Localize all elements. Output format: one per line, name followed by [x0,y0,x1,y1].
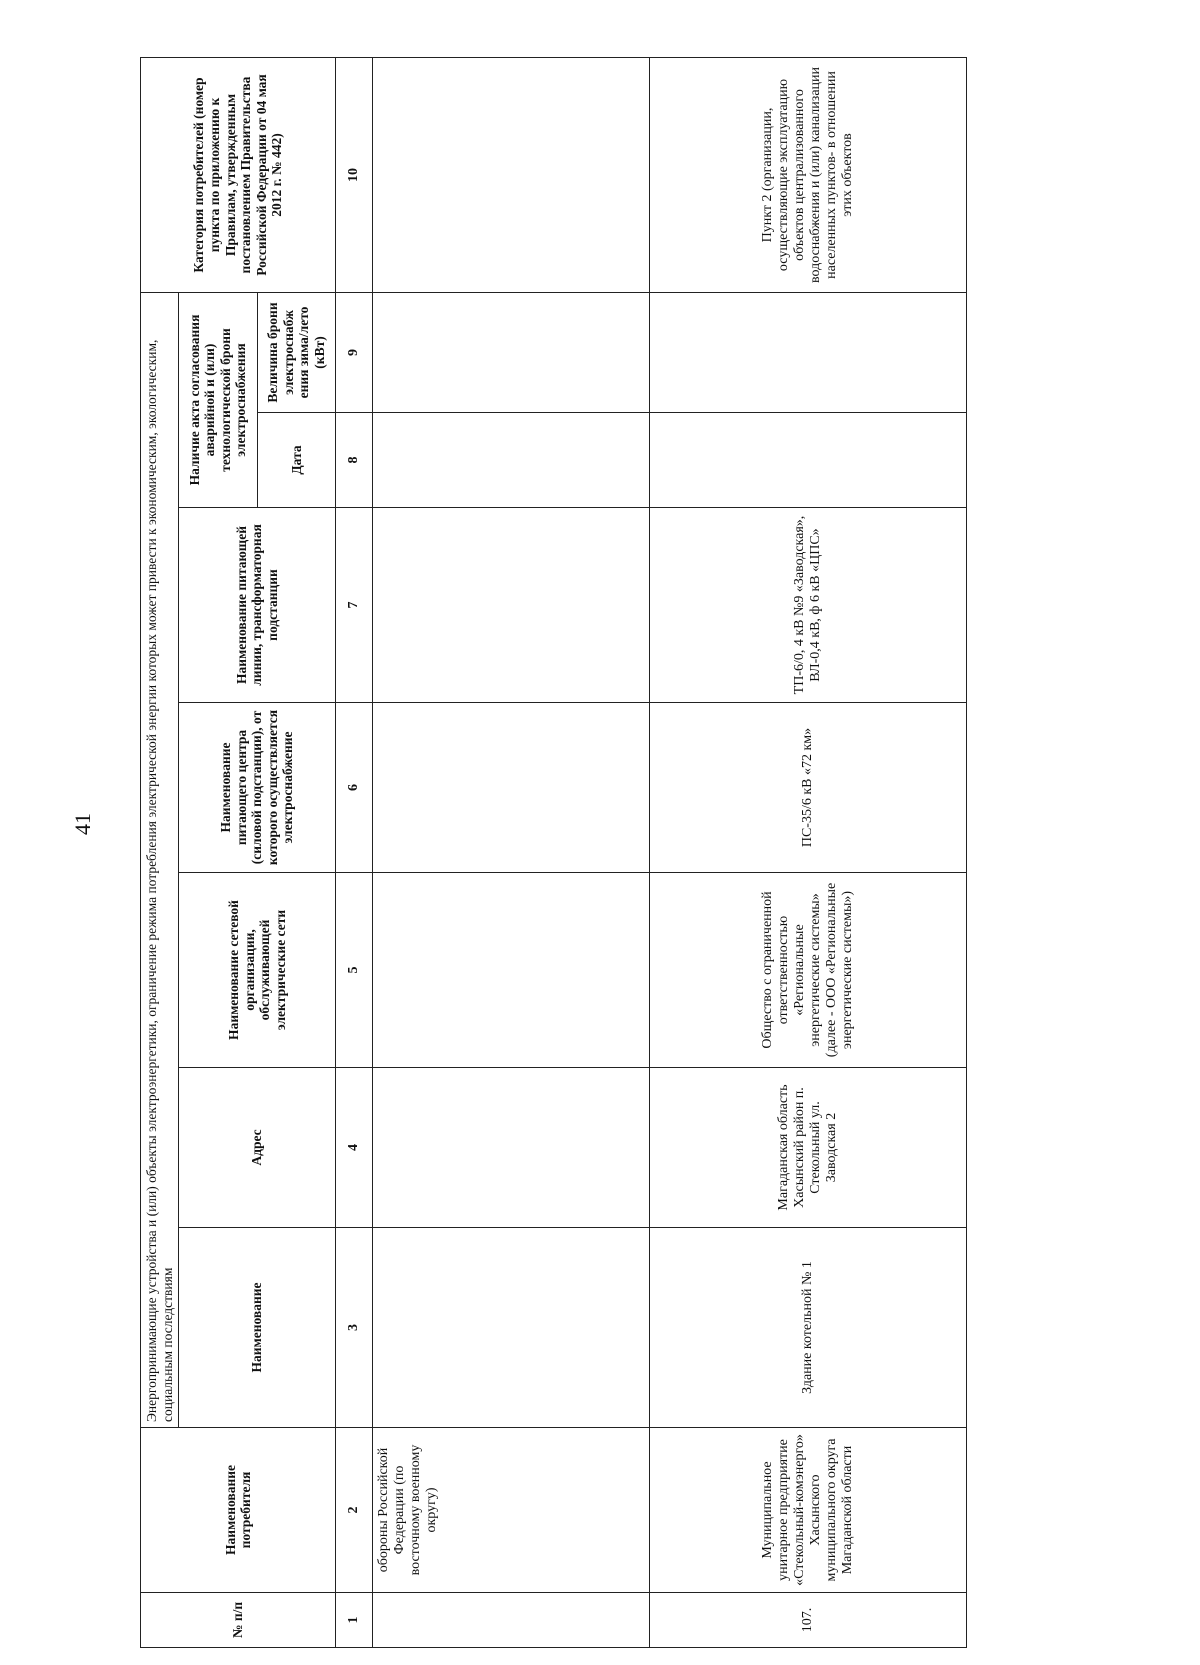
index-cell: 4 [336,1068,373,1228]
rotated-table-sheet [140,58,1060,1648]
cell-address [373,1068,650,1228]
cell-power-center [373,703,650,873]
consumers-table [140,57,967,1648]
page-number: 41 [70,813,95,835]
header-act-group: Наличие акта согласования аварийной и (или) технологической брони электроснабжения [179,293,258,508]
cell-name [373,1228,650,1428]
table-row [373,58,650,1648]
header-consumer: Наименование потребителя [141,1428,336,1593]
header-name: Наименование [179,1228,336,1428]
cell-category: Пункт 2 (организации, осуществляющие эксплуатацию объектов централизованного водоснабжения и (или) канализации населенных пунктов- в отношении этих объектов [650,58,967,293]
cell-power-center: ПС-35/6 кВ «72 км» [650,703,967,873]
cell-network-org [373,873,650,1068]
cell-date [650,413,967,508]
cell-num: 107. [650,1593,967,1648]
index-cell: 2 [336,1428,373,1593]
cell-consumer: обороны Российской Федерации (по восточному военному округу) [373,1428,650,1593]
cell-reserve [373,293,650,413]
index-cell: 10 [336,58,373,293]
header-category: Категория потребителей (номер пункта по приложению к Правилам, утвержденным постановлением Правительства Российской Федерации от 04 мая 2012 г. № 442) [141,58,336,293]
cell-name: Здание котельной № 1 [650,1228,967,1428]
header-date: Дата [257,413,336,508]
index-cell: 7 [336,508,373,703]
index-row [336,58,373,1648]
table-row [650,58,967,1648]
index-cell: 9 [336,293,373,413]
cell-feeder: ТП-6/0, 4 кВ №9 «Заводская», ВЛ-0,4 кВ, ф 6 кВ «ЦПС» [650,508,967,703]
header-num: № п/п [141,1593,336,1648]
header-network-org: Наименование сетевой организации, обслуживающей электрические сети [179,873,336,1068]
cell-category [373,58,650,293]
cell-consumer: Муниципальное унитарное предприятие «Стекольный-комэнерго» Хасынского муниципального округа Магаданской области [650,1428,967,1593]
index-cell: 3 [336,1228,373,1428]
header-group: Энергопринимающие устройства и (или) объекты электроэнергетики, ограничение режима потребления электрической энергии которых может привести к экономическим, экологическим, социальным последствиям [141,293,179,1428]
index-cell: 5 [336,873,373,1068]
cell-feeder [373,508,650,703]
header-feeder: Наименование питающей линии, трансформаторная подстанции [179,508,336,703]
index-cell: 6 [336,703,373,873]
header-reserve: Величина брони электроснабж ения зима/лето (кВт) [257,293,336,413]
cell-date [373,413,650,508]
cell-address: Магаданская область Хасынский район п. Стекольный ул. Заводская 2 [650,1068,967,1228]
header-power-center: Наименование питающего центра (силовой подстанции), от которого осуществляется электроснабжение [179,703,336,873]
header-address: Адрес [179,1068,336,1228]
cell-reserve [650,293,967,413]
cell-network-org: Общество с ограниченной ответственностью «Региональные энергетические системы» (далее - ООО «Региональные энергетические системы») [650,873,967,1068]
index-cell: 1 [336,1593,373,1648]
cell-num [373,1593,650,1648]
index-cell: 8 [336,413,373,508]
